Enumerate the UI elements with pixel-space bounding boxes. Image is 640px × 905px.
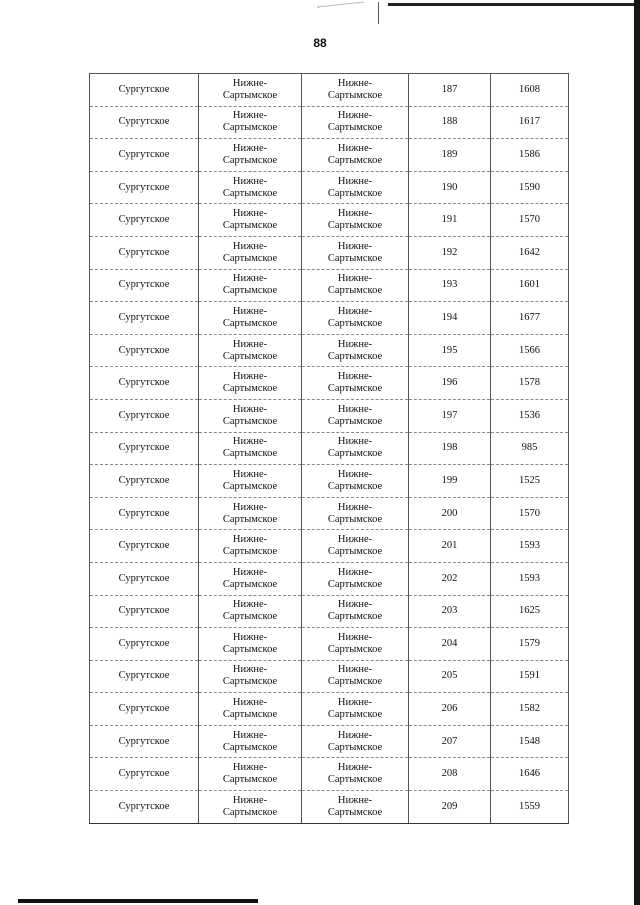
- cell-area: Нижне- Сартымское: [199, 171, 302, 204]
- cell-field: Сургутское: [90, 269, 199, 302]
- cell-deposit: Нижне- Сартымское: [302, 595, 409, 628]
- scan-edge-bottom: [18, 899, 258, 903]
- cell-depth: 1642: [491, 236, 569, 269]
- cell-field: Сургутское: [90, 465, 199, 498]
- cell-well-number: 201: [409, 530, 491, 563]
- cell-field: Сургутское: [90, 530, 199, 563]
- cell-area: Нижне- Сартымское: [199, 236, 302, 269]
- cell-field: Сургутское: [90, 628, 199, 661]
- cell-field: Сургутское: [90, 236, 199, 269]
- cell-deposit: Нижне- Сартымское: [302, 791, 409, 824]
- cell-depth: 1536: [491, 399, 569, 432]
- cell-depth: 1593: [491, 562, 569, 595]
- table-row: [90, 367, 569, 400]
- cell-well-number: 195: [409, 334, 491, 367]
- table-row: [90, 758, 569, 791]
- cell-deposit: Нижне- Сартымское: [302, 367, 409, 400]
- cell-well-number: 189: [409, 139, 491, 172]
- cell-deposit: Нижне- Сартымское: [302, 725, 409, 758]
- cell-field: Сургутское: [90, 693, 199, 726]
- table-row: [90, 399, 569, 432]
- cell-deposit: Нижне- Сартымское: [302, 660, 409, 693]
- cell-depth: 1601: [491, 269, 569, 302]
- cell-area: Нижне- Сартымское: [199, 334, 302, 367]
- cell-depth: 1593: [491, 530, 569, 563]
- cell-area: Нижне- Сартымское: [199, 367, 302, 400]
- cell-field: Сургутское: [90, 758, 199, 791]
- cell-area: Нижне- Сартымское: [199, 530, 302, 563]
- cell-well-number: 194: [409, 302, 491, 335]
- cell-well-number: 202: [409, 562, 491, 595]
- table-row: [90, 432, 569, 465]
- cell-well-number: 196: [409, 367, 491, 400]
- cell-field: Сургутское: [90, 106, 199, 139]
- cell-deposit: Нижне- Сартымское: [302, 106, 409, 139]
- table-row: [90, 562, 569, 595]
- table-row: [90, 269, 569, 302]
- cell-well-number: 200: [409, 497, 491, 530]
- cell-depth: 1646: [491, 758, 569, 791]
- cell-depth: 1579: [491, 628, 569, 661]
- data-table: [89, 73, 569, 824]
- cell-deposit: Нижне- Сартымское: [302, 139, 409, 172]
- cell-area: Нижне- Сартымское: [199, 660, 302, 693]
- cell-area: Нижне- Сартымское: [199, 758, 302, 791]
- cell-field: Сургутское: [90, 562, 199, 595]
- cell-area: Нижне- Сартымское: [199, 139, 302, 172]
- cell-area: Нижне- Сартымское: [199, 562, 302, 595]
- cell-deposit: Нижне- Сартымское: [302, 497, 409, 530]
- cell-well-number: 205: [409, 660, 491, 693]
- cell-well-number: 192: [409, 236, 491, 269]
- table-row: [90, 139, 569, 172]
- table-row: [90, 660, 569, 693]
- scan-edge-right: [634, 0, 640, 905]
- page-number: 88: [313, 36, 327, 50]
- cell-field: Сургутское: [90, 367, 199, 400]
- table-row: [90, 465, 569, 498]
- cell-well-number: 197: [409, 399, 491, 432]
- cell-area: Нижне- Сартымское: [199, 399, 302, 432]
- scan-artifact-top: [318, 2, 365, 16]
- cell-deposit: Нижне- Сартымское: [302, 399, 409, 432]
- cell-field: Сургутское: [90, 595, 199, 628]
- cell-well-number: 188: [409, 106, 491, 139]
- cell-depth: 1570: [491, 497, 569, 530]
- cell-depth: 1591: [491, 660, 569, 693]
- cell-depth: 1677: [491, 302, 569, 335]
- cell-area: Нижне- Сартымское: [199, 693, 302, 726]
- cell-deposit: Нижне- Сартымское: [302, 693, 409, 726]
- table-row: [90, 106, 569, 139]
- cell-depth: 1578: [491, 367, 569, 400]
- cell-field: Сургутское: [90, 497, 199, 530]
- cell-area: Нижне- Сартымское: [199, 595, 302, 628]
- cell-deposit: Нижне- Сартымское: [302, 465, 409, 498]
- cell-field: Сургутское: [90, 791, 199, 824]
- cell-depth: 1566: [491, 334, 569, 367]
- cell-field: Сургутское: [90, 399, 199, 432]
- cell-depth: 1582: [491, 693, 569, 726]
- cell-area: Нижне- Сартымское: [199, 725, 302, 758]
- cell-field: Сургутское: [90, 139, 199, 172]
- cell-depth: 1590: [491, 171, 569, 204]
- cell-deposit: Нижне- Сартымское: [302, 562, 409, 595]
- cell-depth: 1559: [491, 791, 569, 824]
- cell-area: Нижне- Сартымское: [199, 302, 302, 335]
- cell-field: Сургутское: [90, 334, 199, 367]
- cell-area: Нижне- Сартымское: [199, 106, 302, 139]
- cell-area: Нижне- Сартымское: [199, 204, 302, 237]
- cell-deposit: Нижне- Сартымское: [302, 334, 409, 367]
- cell-well-number: 207: [409, 725, 491, 758]
- cell-deposit: Нижне- Сартымское: [302, 171, 409, 204]
- cell-well-number: 198: [409, 432, 491, 465]
- cell-deposit: Нижне- Сартымское: [302, 236, 409, 269]
- cell-well-number: 190: [409, 171, 491, 204]
- cell-well-number: 209: [409, 791, 491, 824]
- cell-deposit: Нижне- Сартымское: [302, 74, 409, 107]
- cell-area: Нижне- Сартымское: [199, 269, 302, 302]
- cell-well-number: 199: [409, 465, 491, 498]
- cell-area: Нижне- Сартымское: [199, 497, 302, 530]
- cell-field: Сургутское: [90, 302, 199, 335]
- cell-depth: 1608: [491, 74, 569, 107]
- table-row: [90, 791, 569, 824]
- cell-deposit: Нижне- Сартымское: [302, 269, 409, 302]
- cell-deposit: Нижне- Сартымское: [302, 758, 409, 791]
- cell-field: Сургутское: [90, 171, 199, 204]
- cell-well-number: 191: [409, 204, 491, 237]
- table-row: [90, 693, 569, 726]
- cell-area: Нижне- Сартымское: [199, 628, 302, 661]
- cell-depth: 985: [491, 432, 569, 465]
- scan-artifact-line: [378, 2, 379, 24]
- cell-depth: 1570: [491, 204, 569, 237]
- cell-deposit: Нижне- Сартымское: [302, 432, 409, 465]
- cell-deposit: Нижне- Сартымское: [302, 302, 409, 335]
- cell-area: Нижне- Сартымское: [199, 74, 302, 107]
- cell-depth: 1548: [491, 725, 569, 758]
- table-row: [90, 334, 569, 367]
- cell-deposit: Нижне- Сартымское: [302, 204, 409, 237]
- cell-field: Сургутское: [90, 725, 199, 758]
- cell-area: Нижне- Сартымское: [199, 791, 302, 824]
- cell-area: Нижне- Сартымское: [199, 432, 302, 465]
- table-row: [90, 595, 569, 628]
- table-row: [90, 497, 569, 530]
- table-row: [90, 302, 569, 335]
- cell-field: Сургутское: [90, 74, 199, 107]
- cell-field: Сургутское: [90, 204, 199, 237]
- table-row: [90, 74, 569, 107]
- table-row: [90, 204, 569, 237]
- table-body: [90, 74, 569, 824]
- table-row: [90, 725, 569, 758]
- cell-well-number: 203: [409, 595, 491, 628]
- scan-artifact-top-edge: [388, 3, 640, 6]
- cell-depth: 1617: [491, 106, 569, 139]
- cell-field: Сургутское: [90, 432, 199, 465]
- cell-depth: 1625: [491, 595, 569, 628]
- table-row: [90, 530, 569, 563]
- cell-field: Сургутское: [90, 660, 199, 693]
- cell-depth: 1586: [491, 139, 569, 172]
- cell-well-number: 204: [409, 628, 491, 661]
- cell-well-number: 208: [409, 758, 491, 791]
- cell-well-number: 193: [409, 269, 491, 302]
- cell-well-number: 206: [409, 693, 491, 726]
- cell-deposit: Нижне- Сартымское: [302, 628, 409, 661]
- table-row: [90, 171, 569, 204]
- cell-area: Нижне- Сартымское: [199, 465, 302, 498]
- table-row: [90, 236, 569, 269]
- cell-deposit: Нижне- Сартымское: [302, 530, 409, 563]
- cell-depth: 1525: [491, 465, 569, 498]
- cell-well-number: 187: [409, 74, 491, 107]
- table-row: [90, 628, 569, 661]
